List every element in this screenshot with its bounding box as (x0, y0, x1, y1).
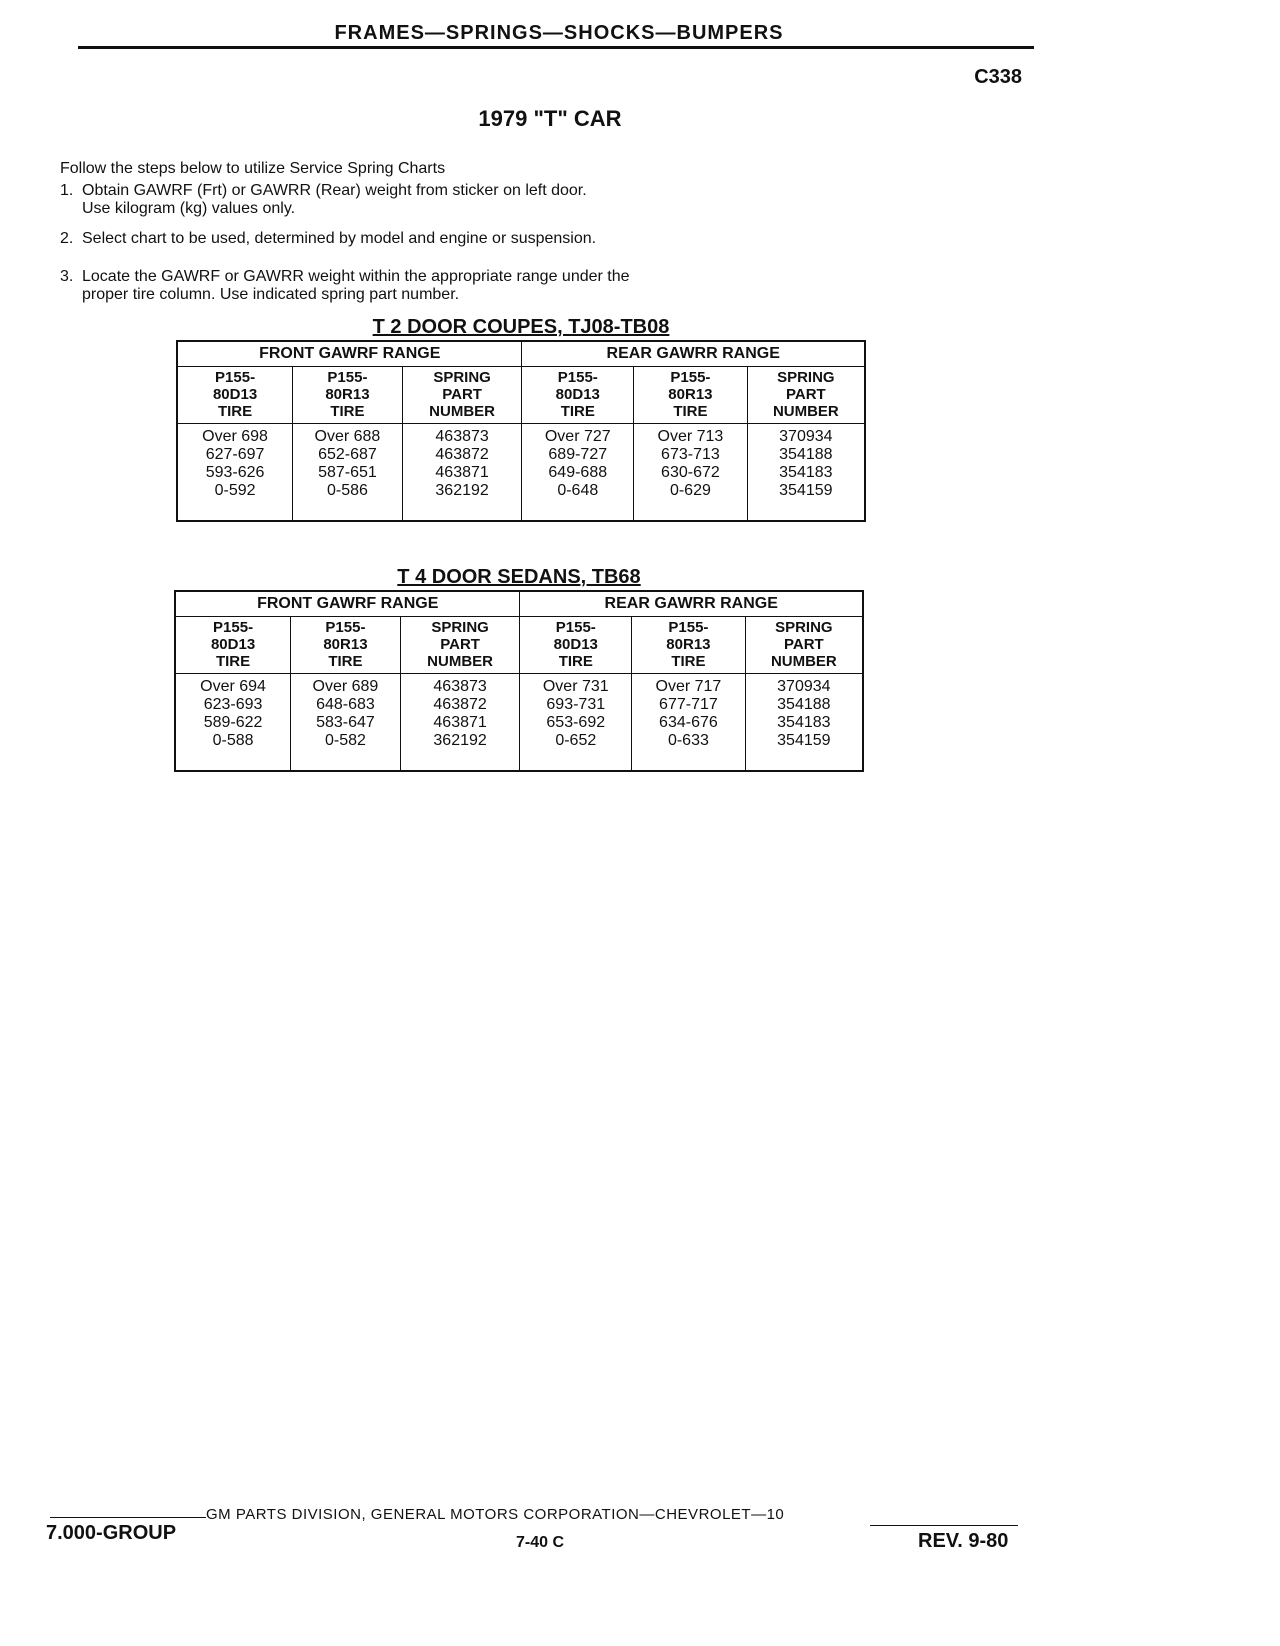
header-line: P155- (213, 619, 254, 636)
front-range-header: FRONT GAWRF RANGE (177, 341, 522, 367)
section-title: FRAMES—SPRINGS—SHOCKS—BUMPERS (334, 22, 784, 44)
table-cell: 593-626 (205, 464, 265, 481)
intro-text: Follow the steps below to utilize Service Spring Charts (60, 160, 446, 177)
table-cell: 463873 (433, 678, 487, 695)
table-cell: 0-648 (557, 482, 599, 499)
table-cell: 693-731 (546, 696, 606, 713)
spring-table-coupes (176, 340, 866, 522)
table-cell: 354159 (777, 732, 831, 749)
footer-division: GM PARTS DIVISION, GENERAL MOTORS CORPORATION—CHEVROLET—10 (206, 1506, 785, 1523)
table-title: T 4 DOOR SEDANS, TB68 (397, 566, 641, 588)
data-column (522, 424, 634, 522)
header-line: TIRE (671, 653, 706, 670)
header-line: TIRE (215, 653, 251, 670)
table-cell: 589-622 (203, 714, 263, 731)
table-cell: 648-683 (316, 696, 375, 713)
header-line: SPRING (777, 369, 835, 386)
header-line: 80R13 (666, 636, 711, 653)
data-column (293, 424, 403, 522)
column-header (177, 367, 293, 424)
header-line: 80R13 (668, 386, 713, 403)
document-title: 1979 "T" CAR (478, 106, 622, 131)
revision-label: REV. 9-80 (918, 1530, 1009, 1552)
header-line: PART (442, 386, 482, 403)
column-header (522, 367, 634, 424)
column-header (293, 367, 403, 424)
header-line: SPRING (431, 619, 489, 636)
header-line: TIRE (330, 403, 365, 420)
step-2 (60, 230, 596, 248)
table-cell: 362192 (435, 482, 489, 499)
table-cell: 354159 (779, 482, 833, 499)
data-column (175, 674, 291, 772)
data-column (402, 424, 522, 522)
header-line: TIRE (560, 403, 595, 420)
header-line: PART (440, 636, 480, 653)
header-line: P155- (670, 369, 711, 386)
table-cell: Over 689 (312, 678, 379, 695)
header-line: P155- (555, 619, 596, 636)
table-cell: 634-676 (659, 714, 718, 731)
header-line: P155- (668, 619, 709, 636)
header-line: PART (783, 636, 824, 653)
step-number: 1. (60, 182, 74, 199)
table-cell: Over 713 (657, 428, 724, 445)
step-line: Obtain GAWRF (Frt) or GAWRR (Rear) weight from sticker on left door. (82, 182, 587, 199)
step-1 (60, 182, 587, 218)
header-line: P155- (325, 619, 366, 636)
table-cell: 362192 (433, 732, 487, 749)
column-header (291, 617, 401, 674)
data-column (520, 674, 632, 772)
column-header (632, 617, 746, 674)
data-column (291, 674, 401, 772)
table-cell: Over 717 (655, 678, 722, 695)
table-cell: Over 694 (200, 678, 266, 695)
header-line: TIRE (673, 403, 708, 420)
step-3 (60, 268, 630, 304)
header-line: 80R13 (323, 636, 368, 653)
footer-rule (870, 1525, 1018, 1526)
step-line: Locate the GAWRF or GAWRR weight within the appropriate range under the (82, 268, 630, 285)
header-line: P155- (557, 369, 598, 386)
header-line: 80D13 (555, 386, 600, 403)
table-cell: 630-672 (661, 464, 720, 481)
table-cell: 677-717 (659, 696, 718, 713)
header-line: NUMBER (427, 653, 494, 670)
table-cell: Over 688 (314, 428, 381, 445)
table-cell: 0-629 (669, 482, 711, 499)
header-line: TIRE (217, 403, 253, 420)
column-header (520, 617, 632, 674)
table-cell: 587-651 (318, 464, 377, 481)
page-code: C338 (974, 66, 1022, 88)
spring-table-sedans (174, 590, 864, 772)
data-column (745, 674, 863, 772)
data-column (634, 424, 748, 522)
table-cell: 627-697 (205, 446, 265, 463)
data-column (747, 424, 865, 522)
data-column (400, 674, 520, 772)
header-line: 80R13 (325, 386, 370, 403)
step-number: 2. (60, 230, 74, 247)
table-cell: 0-588 (212, 732, 254, 749)
table-cell: 463871 (435, 464, 489, 481)
table-cell: 370934 (777, 678, 831, 695)
step-line: Select chart to be used, determined by model and engine or suspension. (82, 230, 597, 247)
table-cell: 354183 (777, 714, 831, 731)
table-cell: 0-582 (324, 732, 366, 749)
table-cell: 673-713 (661, 446, 720, 463)
header-line: P155- (327, 369, 368, 386)
column-header (745, 617, 863, 674)
front-range-header: FRONT GAWRF RANGE (175, 591, 520, 617)
header-line: 80D13 (553, 636, 598, 653)
table-cell: 463872 (433, 696, 487, 713)
table-cell: Over 731 (542, 678, 609, 695)
table-cell: Over 727 (544, 428, 611, 445)
table-cell: 653-692 (546, 714, 606, 731)
table-cell: 652-687 (318, 446, 377, 463)
table-cell: 463872 (435, 446, 489, 463)
table-cell: 354188 (779, 446, 833, 463)
table-cell: 649-688 (548, 464, 608, 481)
data-column (177, 424, 293, 522)
table-title: T 2 DOOR COUPES, TJ08-TB08 (372, 316, 670, 338)
header-line: P155- (215, 369, 256, 386)
table-cell: 623-693 (203, 696, 263, 713)
header-line: 80D13 (210, 636, 256, 653)
header-line: NUMBER (429, 403, 496, 420)
table-cell: 0-652 (555, 732, 597, 749)
column-header (402, 367, 522, 424)
table-cell: 463873 (435, 428, 489, 445)
header-line: TIRE (558, 653, 593, 670)
header-rule (78, 46, 1034, 49)
step-line: proper tire column. Use indicated spring part number. (82, 286, 460, 303)
step-number: 3. (60, 268, 74, 285)
header-line: SPRING (433, 369, 491, 386)
table-cell: 0-633 (667, 732, 709, 749)
table-cell: 463871 (433, 714, 487, 731)
column-header (400, 617, 520, 674)
table-cell: Over 698 (202, 428, 268, 445)
table-cell: 0-592 (214, 482, 256, 499)
table-cell: 354183 (779, 464, 833, 481)
footer-rule (50, 1517, 206, 1518)
column-header (634, 367, 748, 424)
table-cell: 354188 (777, 696, 831, 713)
table-cell: 689-727 (548, 446, 608, 463)
header-line: SPRING (775, 619, 833, 636)
header-line: 80D13 (212, 386, 258, 403)
header-line: NUMBER (772, 403, 839, 420)
page-number: 7-40 C (515, 1534, 565, 1551)
rear-range-header: REAR GAWRR RANGE (520, 591, 863, 617)
footer-group: 7.000-GROUP (46, 1522, 177, 1544)
column-header (747, 367, 865, 424)
header-line: PART (785, 386, 826, 403)
header-line: NUMBER (770, 653, 837, 670)
column-header (175, 617, 291, 674)
data-column (632, 674, 746, 772)
table-cell: 370934 (779, 428, 833, 445)
table-cell: 0-586 (326, 482, 368, 499)
header-line: TIRE (328, 653, 363, 670)
step-line: Use kilogram (kg) values only. (82, 200, 296, 217)
table-cell: 583-647 (316, 714, 375, 731)
rear-range-header: REAR GAWRR RANGE (522, 341, 865, 367)
